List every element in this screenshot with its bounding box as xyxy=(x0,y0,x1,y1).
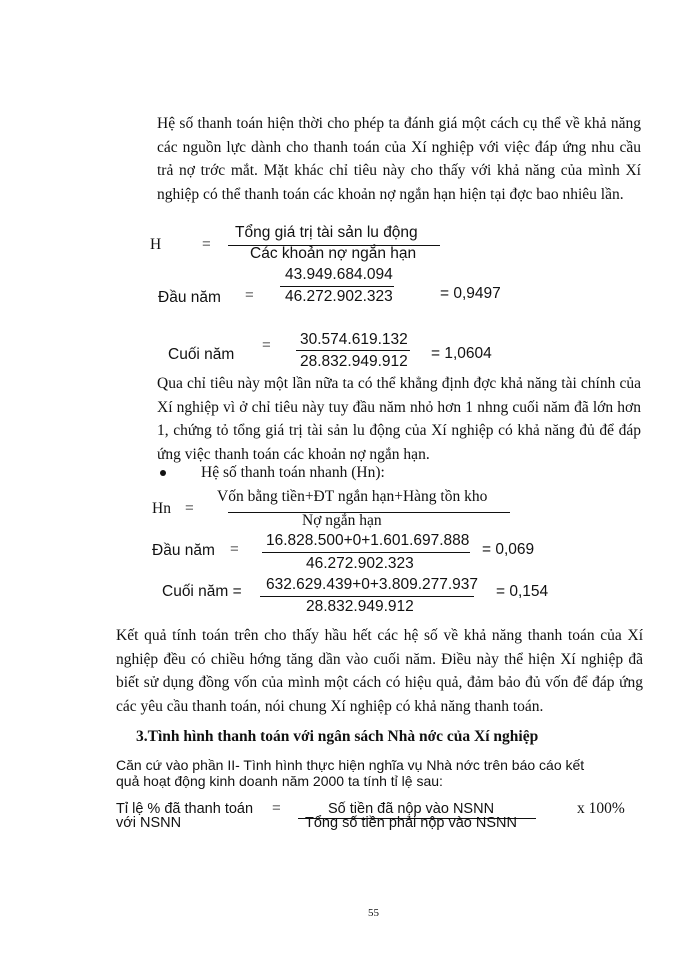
section-heading: 3.Tình hình thanh toán với ngân sách Nhà nớc của Xí nghiệp xyxy=(136,728,539,745)
h-start-fraction-bar xyxy=(280,286,394,287)
hn-end-numerator: 632.629.439+0+3.809.277.937 xyxy=(266,576,479,593)
bullet-dot xyxy=(160,470,166,476)
paragraph-current-ratio-intro: Hệ số thanh toán hiện thời cho phép ta đánh giá một cách cụ thể về khả năng các nguồn lực dành cho thanh toán của Xí nghiệp với việc đáp ứng nhu cầu trả nợ trớc mắt. Mặt khác chỉ tiêu này cho thấy với khả năng của mình Xí nghiệp có thể thanh toán các khoản nợ ngắn hạn hiện tại đợc bao nhiêu lần. xyxy=(157,115,641,203)
page-number: 55 xyxy=(368,907,379,919)
ratio-multiplier: x 100% xyxy=(577,800,625,817)
ratio-numerator: Số tiền đã nộp vào NSNN xyxy=(328,801,495,817)
hn-end-label: Cuối năm = xyxy=(162,583,242,600)
h-end-equals: = xyxy=(262,337,271,354)
hn-start-equals: = xyxy=(230,541,239,558)
h-start-numerator: 43.949.684.094 xyxy=(285,266,393,283)
formula-hn-symbol: Hn xyxy=(152,500,171,517)
ratio-label-line2: với NSNN xyxy=(116,815,182,831)
hn-start-numerator: 16.828.500+0+1.601.697.888 xyxy=(266,532,470,549)
ratio-denominator: Tổng số tiền phải nộp vào NSNN xyxy=(305,815,517,831)
h-start-equals: = xyxy=(245,287,254,304)
h-end-label: Cuối năm xyxy=(168,346,235,363)
formula-hn-equals: = xyxy=(185,500,194,517)
h-end-numerator: 30.574.619.132 xyxy=(300,331,408,348)
hn-end-denominator: 28.832.949.912 xyxy=(306,598,414,615)
formula-hn-numerator: Vốn bằng tiền+ĐT ngắn hạn+Hàng tồn kho xyxy=(217,488,488,505)
formula-hn-denominator: Nợ ngắn hạn xyxy=(302,512,382,529)
formula-h-denominator: Các khoản nợ ngắn hạn xyxy=(250,245,417,262)
h-start-result: = 0,9497 xyxy=(440,285,501,302)
hn-start-label: Đầu năm xyxy=(152,542,215,559)
paragraph-conclusion: Kết quả tính toán trên cho thấy hầu hết các hệ số về khả năng thanh toán của Xí nghiệp đều có chiều hớng tăng dần vào cuối năm. Điều này thể hiện Xí nghiệp đã biết sử dụng đồng vốn của mình một cách có hiệu quả, đảm bảo đủ vốn để đáp ứng các yêu cầu thanh toán, nói chung Xí nghiệp có khả năng thanh toán. xyxy=(116,627,643,715)
h-end-result: = 1,0604 xyxy=(431,345,492,362)
paragraph-budget-intro: Căn cứ vào phần II- Tình hình thực hiện nghĩa vụ Nhà nớc trên báo cáo kết quả hoạt động kinh doanh năm 2000 ta tính tỉ lệ sau: xyxy=(116,757,585,789)
h-end-denominator: 28.832.949.912 xyxy=(300,353,408,370)
ratio-equals: = xyxy=(272,800,281,817)
paragraph-current-ratio-analysis: Qua chỉ tiêu này một lần nữa ta có thể khẳng định đợc khả năng tài chính của Xí nghiệp vì ở chỉ tiêu này tuy đầu năm nhỏ hơn 1 nhng cuối năm đã lớn hơn 1, chứng tỏ tổng giá trị tài sản lu động của Xí nghiệp có khả năng đủ để đáp ứng việc thanh toán các khoản nợ ngắn hạn. xyxy=(157,375,641,463)
h-start-denominator: 46.272.902.323 xyxy=(285,288,393,305)
h-end-fraction-bar xyxy=(296,350,410,351)
formula-h-numerator: Tổng giá trị tài sản lu động xyxy=(235,224,418,241)
hn-start-fraction-bar xyxy=(262,552,470,553)
hn-start-result: = 0,069 xyxy=(482,541,535,558)
formula-h-symbol: H xyxy=(150,236,162,253)
formula-h-equals: = xyxy=(202,236,211,253)
hn-end-result: = 0,154 xyxy=(496,583,549,600)
bullet-quick-ratio-title: Hệ số thanh toán nhanh (Hn): xyxy=(201,464,385,481)
h-start-label: Đầu năm xyxy=(158,289,221,306)
hn-start-denominator: 46.272.902.323 xyxy=(306,555,414,572)
ratio-label-line1: Tỉ lệ % đã thanh toán xyxy=(116,801,254,817)
hn-end-fraction-bar xyxy=(260,596,474,597)
